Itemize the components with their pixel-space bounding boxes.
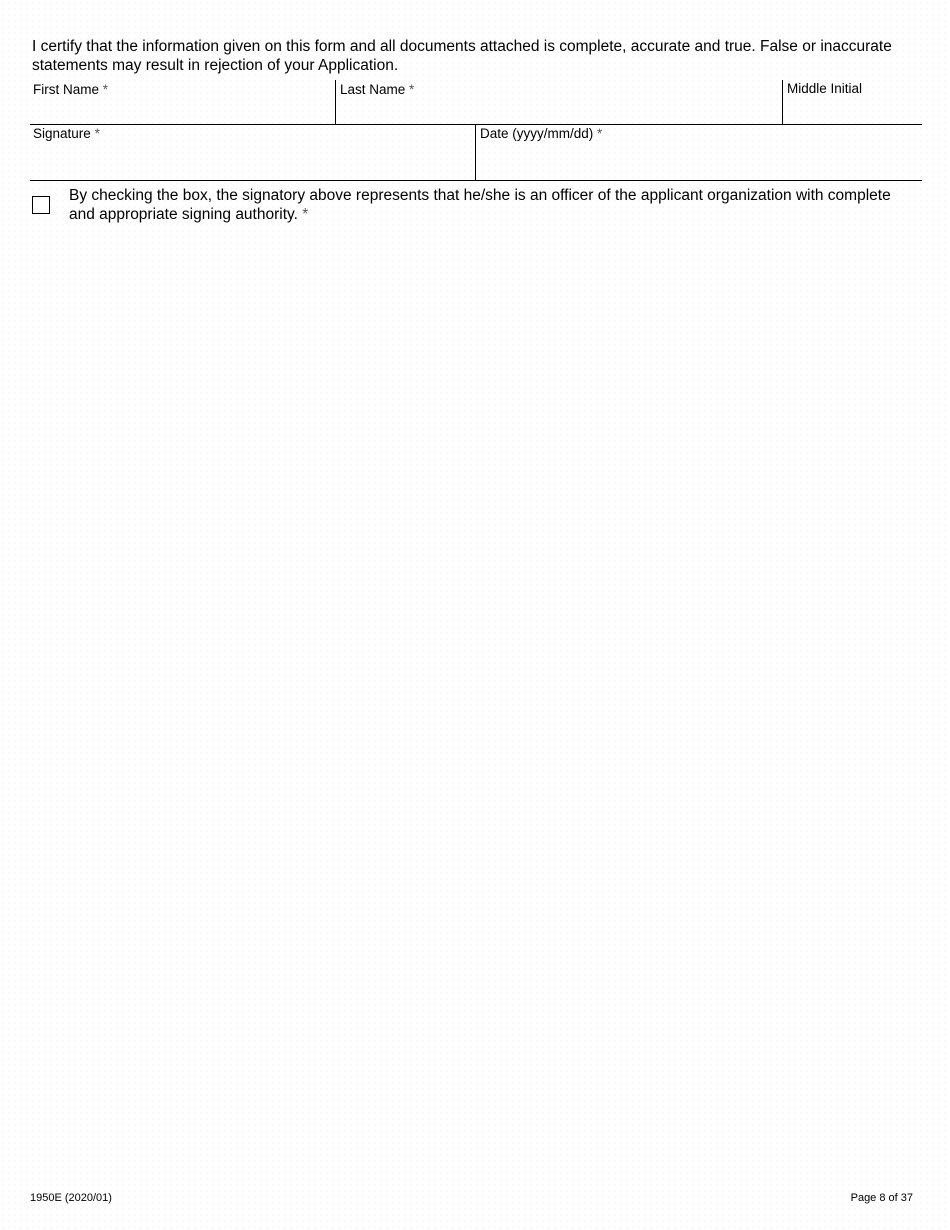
first-name-input[interactable] [30,100,330,122]
signing-authority-checkbox[interactable] [32,196,50,214]
field-divider [475,124,476,181]
date-label: Date (yyyy/mm/dd) * [480,126,603,141]
required-marker: * [94,126,100,141]
required-marker: * [409,82,415,97]
required-marker: * [102,82,109,97]
required-marker: * [302,206,309,223]
signature-label: Signature * [33,126,100,141]
certification-statement [32,37,922,75]
field-divider [782,80,783,125]
middle-initial-input[interactable] [785,100,920,122]
row-separator [30,124,922,125]
last-name-input[interactable] [338,100,778,122]
field-divider [335,80,336,125]
form-id: 1950E (2020/01) [30,1192,112,1204]
middle-initial-label: Middle Initial [787,81,863,96]
required-marker: * [597,126,603,141]
first-name-label: First Name * [33,82,109,97]
row-separator [30,180,922,181]
signature-input[interactable] [30,146,470,176]
attestation-statement [69,186,919,224]
certification-text: I certify that the information given on this form and all documents attached is complete, accurate and true. False or inaccurate statements may result in rejection of your Application. [32,38,892,74]
page-number: Page 8 of 37 [850,1192,913,1204]
date-input[interactable] [478,146,918,176]
last-name-label: Last Name * [340,82,415,97]
attestation-text: By checking the box, the signatory above represents that he/she is an officer of the applicant organization with complete and appropriate signing authority. [69,187,891,223]
